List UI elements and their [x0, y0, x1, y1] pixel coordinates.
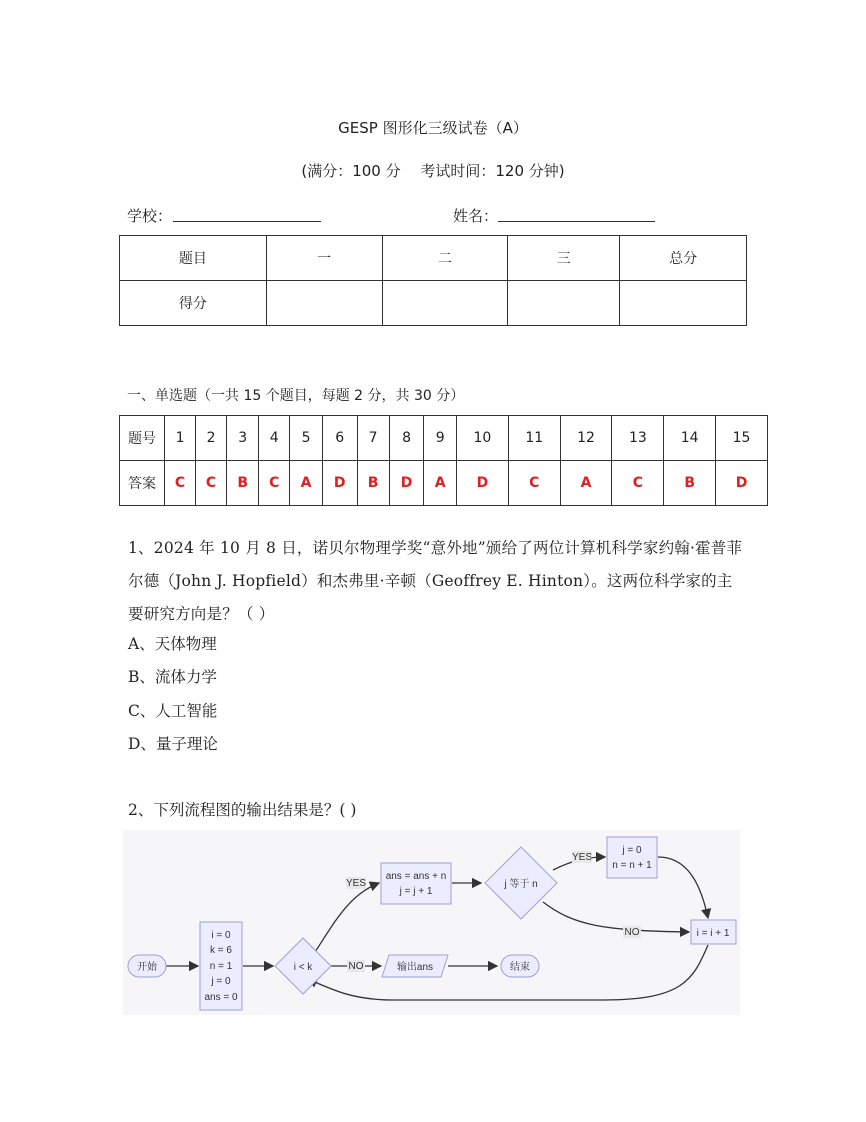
answer-cell: A — [290, 461, 323, 506]
yes2-label: YES — [571, 852, 593, 863]
question-number-cell: 9 — [424, 416, 457, 461]
name-blank-line — [498, 221, 655, 222]
answer-cell: C — [165, 461, 196, 506]
ans-line: ans = ans + n — [385, 871, 447, 882]
number-header-cell: 题号 — [120, 416, 165, 461]
name-label: 姓名： — [453, 207, 499, 225]
score-cell: 得分 — [120, 281, 267, 326]
score-cell: 题目 — [120, 236, 267, 281]
section-title: 一、单选题（一共 15 个题目，每题 2 分，共 30 分） — [127, 388, 465, 404]
question-1-option-a: A、天体物理 — [128, 635, 217, 653]
no1-label: NO — [348, 961, 364, 972]
output-label: 输出ans — [396, 962, 434, 973]
yes1-label: YES — [345, 878, 367, 889]
question-number-cell: 14 — [664, 416, 716, 461]
score-cell: 三 — [508, 236, 620, 281]
answer-cell: C — [612, 461, 664, 506]
question-number-cell: 4 — [259, 416, 290, 461]
score-table — [119, 235, 747, 326]
answer-cell: D — [389, 461, 424, 506]
exam-title: GESP 图形化三级试卷（A） — [338, 119, 528, 137]
answer-cell: C — [196, 461, 227, 506]
answer-cell: D — [322, 461, 357, 506]
flowchart — [123, 830, 740, 1015]
score-input-cell — [508, 281, 620, 326]
answer-cell: D — [716, 461, 768, 506]
init-line: k = 6 — [210, 945, 232, 956]
question-number-cell: 15 — [716, 416, 768, 461]
cond1-label: i < k — [293, 962, 313, 973]
answer-table — [119, 415, 768, 506]
no2-label: NO — [624, 927, 640, 938]
flowchart-svg — [123, 830, 740, 1015]
end-label: 结束 — [510, 962, 530, 973]
answer-cell: C — [259, 461, 290, 506]
answer-cell: D — [457, 461, 509, 506]
score-cell: 总分 — [620, 236, 747, 281]
question-2-text: 2、下列流程图的输出结果是？( ) — [128, 801, 357, 819]
score-table-header-row — [120, 236, 747, 281]
question-number-cell: 13 — [612, 416, 664, 461]
question-1-option-b: B、流体力学 — [128, 668, 217, 686]
question-number-cell: 8 — [389, 416, 424, 461]
question-number-cell: 5 — [290, 416, 323, 461]
answer-cell: A — [560, 461, 612, 506]
reset-j-node — [607, 837, 657, 878]
question-number-cell: 3 — [227, 416, 259, 461]
reset-line: n = n + 1 — [612, 860, 652, 871]
start-label: 开始 — [137, 962, 157, 973]
question-number-cell: 10 — [457, 416, 509, 461]
init-line: ans = 0 — [204, 992, 238, 1003]
score-input-cell — [382, 281, 508, 326]
edge-cond2-no — [543, 902, 689, 932]
question-number-cell: 1 — [165, 416, 196, 461]
question-1-text: 1、2024 年 10 月 8 日，诺贝尔物理学奖“意外地”颁给了两位计算机科学家约翰·霍普菲尔德（John J. Hopfield）和杰弗里·辛顿（Geoffrey E. Hinton）。这两位科学家的主要研究方向是？（ ） — [128, 539, 743, 623]
question-1-option-c: C、人工智能 — [128, 702, 218, 720]
question-1-option-d: D、量子理论 — [128, 735, 218, 753]
init-line: j = 0 — [211, 976, 231, 987]
answer-table-number-row — [120, 416, 768, 461]
question-number-cell: 12 — [560, 416, 612, 461]
score-table-score-row — [120, 281, 747, 326]
edge-j-inc — [658, 857, 708, 918]
school-blank-line — [173, 221, 321, 222]
answer-cell: B — [357, 461, 389, 506]
question-number-cell: 7 — [357, 416, 389, 461]
edge-cond1-yes — [315, 883, 379, 952]
init-line: i = 0 — [211, 930, 231, 941]
score-cell: 二 — [382, 236, 508, 281]
ans-node — [381, 863, 451, 904]
answer-cell: B — [664, 461, 716, 506]
exam-subtitle: (满分：100 分 考试时间：120 分钟) — [301, 162, 565, 180]
answer-cell: A — [424, 461, 457, 506]
answer-header-cell: 答案 — [120, 461, 165, 506]
answer-cell: B — [227, 461, 259, 506]
answer-table-answer-row — [120, 461, 768, 506]
question-number-cell: 2 — [196, 416, 227, 461]
question-number-cell: 6 — [322, 416, 357, 461]
score-input-cell — [620, 281, 747, 326]
reset-line: j = 0 — [622, 845, 642, 856]
score-cell: 一 — [266, 236, 382, 281]
increment-label: i = i + 1 — [696, 928, 730, 939]
ans-line: j = j + 1 — [399, 886, 433, 897]
school-label: 学校： — [127, 207, 173, 225]
init-line: n = 1 — [209, 961, 233, 972]
answer-cell: C — [508, 461, 560, 506]
score-input-cell — [266, 281, 382, 326]
cond2-label: j 等于 n — [504, 879, 538, 890]
question-number-cell: 11 — [508, 416, 560, 461]
